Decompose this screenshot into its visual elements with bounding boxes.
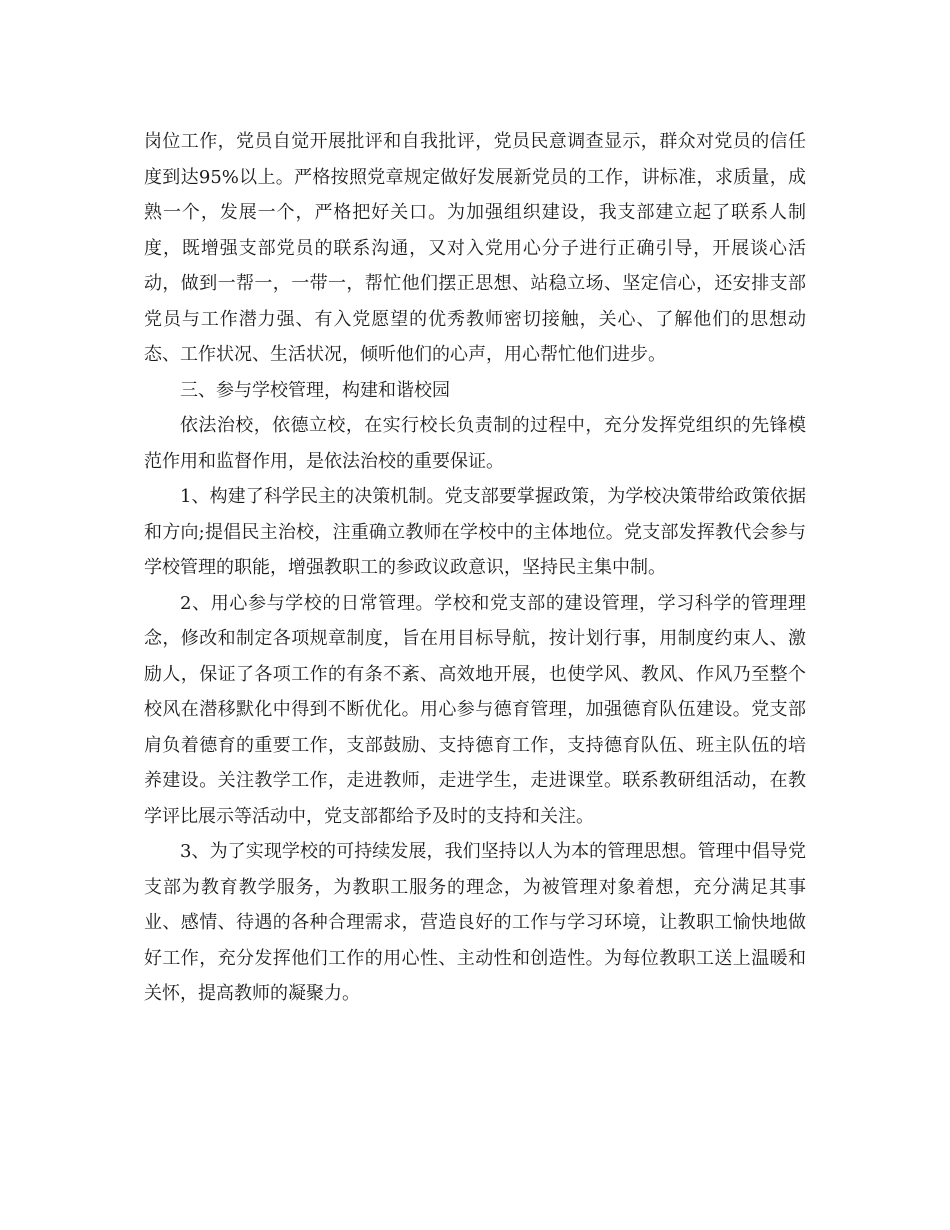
section-heading-three: 三、参与学校管理，构建和谐校园 [180,379,450,401]
paragraph-intro: 依法治校，依德立校，在实行校长负责制的过程中，充分发挥党组织的先锋模范作用和监督作用，是依法治校的重要保证。 [144,415,806,472]
paragraph-item-1: 1、构建了科学民主的决策机制。党支部要掌握政策，为学校决策带给政策依据和方向;提倡民主治校，注重确立教师在学校中的主体地位。党支部发挥教代会参与学校管理的职能，增强教职工的参政议政意识，坚持民主集中制。 [144,486,806,578]
paragraph-item-3: 3、为了实现学校的可持续发展，我们坚持以人为本的管理思想。管理中倡导党支部为教育教学服务，为教职工服务的理念，为被管理对象着想，充分满足其事业、感情、待遇的各种合理需求，营造良好的工作与学习环境，让教职工愉快地做好工作，充分发挥他们工作的用心性、主动性和创造性。为每位教职工送上温暖和关怀，提高教师的凝聚力。 [144,841,806,1004]
document-body [144,124,806,1012]
paragraph-item-2: 2、用心参与学校的日常管理。学校和党支部的建设管理，学习科学的管理理念，修改和制定各项规章制度，旨在用目标导航，按计划行事，用制度约束人、激励人，保证了各项工作的有条不紊、高效地开展，也使学风、教风、作风乃至整个校风在潜移默化中得到不断优化。用心参与德育管理，加强德育队伍建设。党支部肩负着德育的重要工作，支部鼓励、支持德育工作，支持德育队伍、班主队伍的培养建设。关注教学工作，走进教师，走进学生，走进课堂。联系教研组活动，在教学评比展示等活动中，党支部都给予及时的支持和关注。 [144,592,806,827]
paragraph-continued: 岗位工作，党员自觉开展批评和自我批评，党员民意调查显示，群众对党员的信任度到达95%以上。严格按照党章规定做好发展新党员的工作，讲标准，求质量，成熟一个，发展一个，严格把好关口。为加强组织建设，我支部建立起了联系人制度，既增强支部党员的联系沟通，又对入党用心分子进行正确引导，开展谈心活动，做到一帮一，一带一，帮忙他们摆正思想、站稳立场、坚定信心，还安排支部党员与工作潜力强、有入党愿望的优秀教师密切接触，关心、了解他们的思想动态、工作状况、生活状况，倾听他们的心声，用心帮忙他们进步。 [144,131,806,365]
